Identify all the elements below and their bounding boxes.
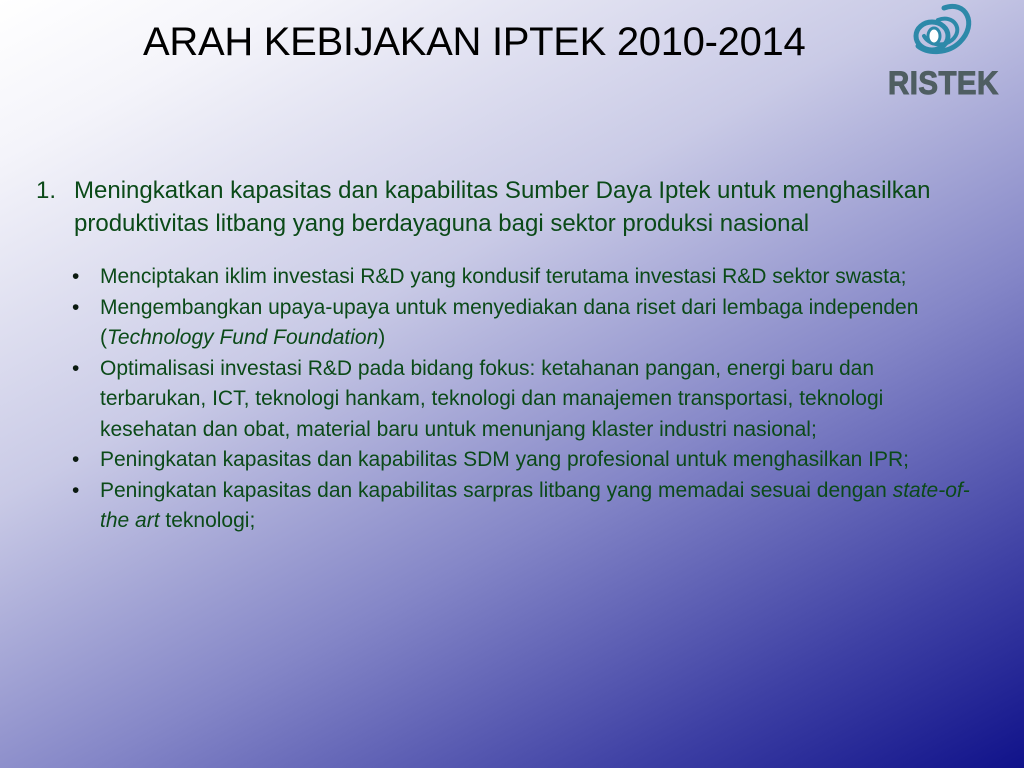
bullet-item — [72, 293, 986, 354]
main-point-text: Meningkatkan kapasitas dan kapabilitas Sumber Daya Iptek untuk menghasilkan produktivitas litbang yang berdayaguna bagi sektor produksi nasional — [74, 177, 931, 237]
slide-title: ARAH KEBIJAKAN IPTEK 2010-2014 — [143, 20, 806, 64]
bullet-text-italic: Technology Fund Foundation — [107, 326, 379, 349]
bullet-list — [36, 262, 986, 537]
bullet-text-part: Peningkatan kapasitas dan kapabilitas sarpras litbang yang memadai sesuai dengan — [100, 478, 893, 502]
bullet-text: Peningkatan kapasitas dan kapabilitas SDM yang profesional untuk menghasilkan IPR; — [100, 448, 909, 471]
main-point-1 — [36, 174, 986, 240]
bullet-item — [72, 476, 986, 537]
bullet-item — [72, 445, 986, 476]
bullet-dot-icon: • — [72, 265, 80, 288]
bullet-text — [100, 293, 986, 354]
bullet-text-part: ) — [378, 326, 386, 349]
bullet-item — [72, 354, 986, 446]
bullet-text-italic: state-of-the art — [100, 478, 970, 532]
ristek-swirl-icon — [884, 2, 1004, 72]
bullet-text: Menciptakan iklim investasi R&D yang kondusif terutama investasi R&D sektor swasta; — [100, 265, 907, 288]
bullet-text-part: teknologi; — [159, 509, 256, 532]
main-point-number: 1. — [36, 177, 57, 204]
bullet-dot-icon: • — [72, 356, 80, 380]
bullet-item — [72, 262, 986, 293]
slide-content — [36, 174, 986, 537]
bullet-text-part: Mengembangkan upaya-upaya untuk menyediakan dana riset dari lembaga independen ( — [100, 295, 919, 349]
bullet-dot-icon: • — [72, 478, 80, 502]
ristek-logo-text: RISTEK — [888, 65, 999, 101]
bullet-dot-icon: • — [72, 295, 80, 319]
ristek-logo — [884, 2, 1004, 102]
bullet-dot-icon: • — [72, 448, 80, 471]
bullet-text — [100, 476, 986, 537]
bullet-text: Optimalisasi investasi R&D pada bidang fokus: ketahanan pangan, energi baru dan terbarukan, ICT, teknologi hankam, teknologi dan manajemen transportasi, teknologi kesehatan dan obat, material baru untuk menunjang klaster industri nasional; — [100, 356, 884, 441]
